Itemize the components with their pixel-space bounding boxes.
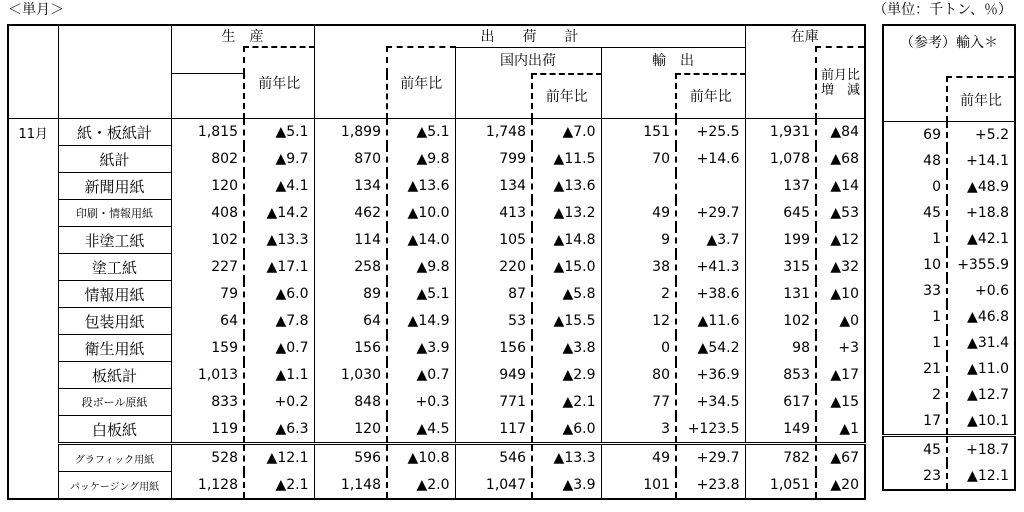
export-value: 80 <box>652 367 670 383</box>
shipment-value: 134 <box>354 178 381 194</box>
shipment-yoy: ▲9.8 <box>387 146 455 173</box>
export-yoy: +23.8 <box>676 472 745 500</box>
export-value: 49 <box>652 205 670 221</box>
shipment-value: 120 <box>354 420 381 437</box>
shipment-yoy: ▲14.0 <box>387 227 455 254</box>
header-blank <box>314 47 387 119</box>
domestic-yoy: ▲2.9 <box>532 362 601 389</box>
domestic-value: 413 <box>455 200 532 227</box>
shipment-yoy: ▲4.5 <box>387 416 455 444</box>
inventory-mom: ▲10 <box>816 281 865 308</box>
inventory-value: 137 <box>783 178 810 194</box>
table-row <box>883 436 1015 464</box>
table-row <box>883 278 1015 304</box>
import-value: 1 <box>932 335 941 351</box>
inventory-value: 131 <box>783 286 810 302</box>
header-inv-mom: 前月比 増 減 <box>816 47 865 119</box>
import-value: 10 <box>923 257 941 273</box>
production-yoy: ▲1.1 <box>244 362 314 389</box>
shipment-value: 89 <box>363 286 381 302</box>
table-row <box>883 174 1015 200</box>
export-value: 12 <box>652 313 670 329</box>
table-row <box>8 416 865 444</box>
shipment-value: 64 <box>363 313 381 329</box>
production-yoy: ▲14.2 <box>244 200 314 227</box>
domestic-yoy: ▲14.8 <box>532 227 601 254</box>
inventory-mom: ▲67 <box>816 444 865 472</box>
production-value: 802 <box>211 151 238 167</box>
inventory-value: 315 <box>783 259 810 275</box>
import-yoy: +5.2 <box>947 122 1015 149</box>
header-month-blank <box>8 25 58 119</box>
export-yoy: ▲11.6 <box>676 308 745 335</box>
inventory-mom: ▲20 <box>816 472 865 500</box>
export-value: 2 <box>661 286 670 302</box>
import-value: 21 <box>923 361 941 377</box>
export-yoy: ▲54.2 <box>676 335 745 362</box>
shipment-value: 596 <box>314 444 387 472</box>
import-yoy: +14.1 <box>947 148 1015 174</box>
inventory-mom: ▲15 <box>816 389 865 416</box>
domestic-value: 134 <box>455 173 532 200</box>
import-value: 0 <box>932 179 941 195</box>
main-table <box>7 24 866 500</box>
header-blank <box>171 47 244 74</box>
row-label: 紙計 <box>58 146 171 173</box>
header-shipment: 出 荷 計 <box>314 25 745 47</box>
caption-monthly: ＜単月＞ <box>8 2 64 18</box>
import-value: 45 <box>923 205 941 221</box>
import-value: 17 <box>923 413 941 429</box>
inventory-mom: ▲0 <box>816 308 865 335</box>
shipment-value: 114 <box>354 232 381 248</box>
production-yoy: ▲5.1 <box>244 119 314 146</box>
domestic-yoy: ▲13.2 <box>532 200 601 227</box>
table-row <box>883 304 1015 330</box>
domestic-yoy: ▲3.8 <box>532 335 601 362</box>
export-yoy: +14.6 <box>676 146 745 173</box>
import-yoy: +18.8 <box>947 200 1015 226</box>
header-blank <box>745 47 816 119</box>
domestic-value: 156 <box>455 335 532 362</box>
table-row <box>883 330 1015 356</box>
inventory-mom: ▲1 <box>816 416 865 444</box>
export-value: 3 <box>661 420 670 437</box>
row-label: 情報用紙 <box>58 281 171 308</box>
import-yoy: ▲11.0 <box>947 356 1015 382</box>
export-value: 101 <box>643 476 670 493</box>
domestic-value: 117 <box>455 416 532 444</box>
export-yoy: +41.3 <box>676 254 745 281</box>
inventory-value: 782 <box>745 444 816 472</box>
import-value: 45 <box>883 436 947 464</box>
domestic-yoy: ▲13.6 <box>532 173 601 200</box>
table-row <box>883 200 1015 226</box>
domestic-value: 949 <box>455 362 532 389</box>
shipment-value: 462 <box>354 205 381 221</box>
inventory-mom: ▲53 <box>816 200 865 227</box>
table-row <box>8 335 865 362</box>
row-label: 塗工紙 <box>58 254 171 281</box>
export-yoy <box>676 173 745 200</box>
reference-import-table <box>882 24 1016 491</box>
row-label: 非塗工紙 <box>58 227 171 254</box>
production-yoy: ▲9.7 <box>244 146 314 173</box>
domestic-yoy: ▲3.9 <box>532 472 601 500</box>
table-row <box>8 362 865 389</box>
row-label: 紙・板紙計 <box>58 119 171 146</box>
production-value: 227 <box>211 259 238 275</box>
production-value: 120 <box>211 178 238 194</box>
header-prod-yoy: 前年比 <box>244 47 314 119</box>
reference-table-body <box>883 122 1015 491</box>
header-blank <box>601 74 676 119</box>
table-row <box>883 463 1015 490</box>
shipment-yoy: ▲14.9 <box>387 308 455 335</box>
shipment-value: 1,899 <box>314 119 387 146</box>
import-value: 1 <box>932 309 941 325</box>
production-value: 833 <box>211 394 238 410</box>
shipment-yoy: ▲10.8 <box>387 444 455 472</box>
header-reference-import: （参考）輸入＊ <box>900 35 998 51</box>
table-row <box>883 356 1015 382</box>
production-yoy: ▲0.7 <box>244 335 314 362</box>
import-yoy: ▲12.1 <box>947 463 1015 490</box>
inventory-value: 1,078 <box>769 151 810 167</box>
row-label: 段ボール原紙 <box>58 389 171 416</box>
header-blank <box>171 74 244 119</box>
shipment-yoy: ▲5.1 <box>387 119 455 146</box>
row-label: 印刷・情報用紙 <box>58 200 171 227</box>
inventory-mom: ▲17 <box>816 362 865 389</box>
inventory-mom: ▲32 <box>816 254 865 281</box>
row-label: 板紙計 <box>58 362 171 389</box>
production-value: 64 <box>220 313 238 329</box>
production-yoy: ▲12.1 <box>244 444 314 472</box>
import-yoy: ▲31.4 <box>947 330 1015 356</box>
table-row <box>883 226 1015 252</box>
shipment-value: 1,148 <box>340 476 381 493</box>
shipment-yoy: ▲13.6 <box>387 173 455 200</box>
header-exp-yoy: 前年比 <box>676 74 745 119</box>
export-value: 151 <box>601 119 676 146</box>
export-value: 0 <box>661 340 670 356</box>
table-row <box>883 148 1015 174</box>
shipment-value: 848 <box>354 394 381 410</box>
export-value: 38 <box>652 259 670 275</box>
production-value: 408 <box>211 205 238 221</box>
export-yoy: ▲3.7 <box>676 227 745 254</box>
export-value: 70 <box>652 151 670 167</box>
inventory-mom: ▲14 <box>816 173 865 200</box>
export-yoy: +36.9 <box>676 362 745 389</box>
inventory-value: 1,931 <box>745 119 816 146</box>
shipment-value: 1,030 <box>340 367 381 383</box>
inventory-mom: ▲12 <box>816 227 865 254</box>
production-value: 79 <box>220 286 238 302</box>
production-yoy: ▲7.8 <box>244 308 314 335</box>
export-yoy: +34.5 <box>676 389 745 416</box>
inventory-value: 199 <box>783 232 810 248</box>
table-row <box>8 389 865 416</box>
import-yoy: ▲48.9 <box>947 174 1015 200</box>
export-yoy: +123.5 <box>676 416 745 444</box>
shipment-yoy: ▲0.7 <box>387 362 455 389</box>
table-row <box>8 472 865 500</box>
export-value: 9 <box>661 232 670 248</box>
header-ship-yoy: 前年比 <box>387 47 455 119</box>
table-row <box>883 408 1015 436</box>
shipment-yoy: ▲2.0 <box>387 472 455 500</box>
table-row <box>8 227 865 254</box>
export-yoy: +29.7 <box>676 200 745 227</box>
main-table-body <box>8 119 865 500</box>
production-value: 119 <box>211 420 238 437</box>
inventory-value: 853 <box>783 367 810 383</box>
export-yoy: +25.5 <box>676 119 745 146</box>
header-domestic: 国内出荷 <box>455 47 601 74</box>
inventory-mom: ▲68 <box>816 146 865 173</box>
shipment-value: 156 <box>354 340 381 356</box>
production-value: 102 <box>211 232 238 248</box>
import-yoy: +18.7 <box>947 436 1015 464</box>
inventory-value: 1,051 <box>769 476 810 493</box>
domestic-yoy: ▲2.1 <box>532 389 601 416</box>
domestic-value: 87 <box>455 281 532 308</box>
row-label: パッケージング用紙 <box>58 472 171 500</box>
production-yoy: ▲6.3 <box>244 416 314 444</box>
import-yoy: +0.6 <box>947 278 1015 304</box>
domestic-value: 546 <box>455 444 532 472</box>
production-value: 159 <box>211 340 238 356</box>
caption-unit: （単位：千トン、％） <box>873 2 1012 18</box>
row-label: 衛生用紙 <box>58 335 171 362</box>
import-yoy: ▲42.1 <box>947 226 1015 252</box>
shipment-yoy: ▲5.1 <box>387 281 455 308</box>
domestic-value: 105 <box>455 227 532 254</box>
inventory-value: 98 <box>792 340 810 356</box>
table-row <box>883 122 1015 149</box>
export-value: 49 <box>601 444 676 472</box>
domestic-value: 53 <box>455 308 532 335</box>
import-value: 48 <box>923 153 941 169</box>
import-yoy: ▲12.7 <box>947 382 1015 408</box>
header-dom-yoy: 前年比 <box>532 74 601 119</box>
table-row <box>8 119 865 146</box>
domestic-value: 771 <box>455 389 532 416</box>
row-label: 包装用紙 <box>58 308 171 335</box>
import-yoy: +355.9 <box>947 252 1015 278</box>
table-row <box>8 200 865 227</box>
export-value <box>601 173 676 200</box>
table-row <box>8 173 865 200</box>
row-label: 新聞用紙 <box>58 173 171 200</box>
export-yoy: +29.7 <box>676 444 745 472</box>
production-value: 1,815 <box>171 119 244 146</box>
import-value: 2 <box>932 387 941 403</box>
shipment-value: 258 <box>354 259 381 275</box>
month-label: 11月 <box>8 119 58 500</box>
production-value: 1,013 <box>197 367 238 383</box>
inventory-value: 617 <box>783 394 810 410</box>
production-yoy: +0.2 <box>244 389 314 416</box>
import-value: 69 <box>883 122 947 149</box>
header-export: 輸 出 <box>601 47 745 74</box>
production-yoy: ▲4.1 <box>244 173 314 200</box>
shipment-yoy: ▲10.0 <box>387 200 455 227</box>
import-yoy: ▲10.1 <box>947 408 1015 436</box>
production-yoy: ▲6.0 <box>244 281 314 308</box>
domestic-yoy: ▲13.3 <box>532 444 601 472</box>
domestic-yoy: ▲15.0 <box>532 254 601 281</box>
shipment-yoy: ▲9.8 <box>387 254 455 281</box>
inventory-mom: ▲84 <box>816 119 865 146</box>
table-row <box>883 382 1015 408</box>
export-yoy: +38.6 <box>676 281 745 308</box>
table-row <box>8 444 865 472</box>
table-row <box>8 308 865 335</box>
production-yoy: ▲17.1 <box>244 254 314 281</box>
header-label-blank <box>58 25 171 119</box>
domestic-value: 799 <box>455 146 532 173</box>
header-blank <box>455 74 532 119</box>
table-row <box>8 281 865 308</box>
export-value: 77 <box>652 394 670 410</box>
inventory-mom: +3 <box>816 335 865 362</box>
import-value: 23 <box>923 468 941 484</box>
shipment-yoy: ▲3.9 <box>387 335 455 362</box>
table-row <box>8 254 865 281</box>
domestic-yoy: ▲15.5 <box>532 308 601 335</box>
import-value: 33 <box>923 283 941 299</box>
shipment-value: 870 <box>354 151 381 167</box>
domestic-value: 220 <box>455 254 532 281</box>
domestic-value: 1,748 <box>455 119 532 146</box>
production-yoy: ▲2.1 <box>244 472 314 500</box>
production-yoy: ▲13.3 <box>244 227 314 254</box>
import-value: 1 <box>932 231 941 247</box>
import-yoy: ▲46.8 <box>947 304 1015 330</box>
domestic-yoy: ▲7.0 <box>532 119 601 146</box>
inventory-value: 645 <box>783 205 810 221</box>
row-label: 白板紙 <box>58 416 171 444</box>
domestic-yoy: ▲5.8 <box>532 281 601 308</box>
domestic-value: 1,047 <box>455 472 532 500</box>
header-import-yoy: 前年比 <box>947 77 1015 122</box>
table-row <box>8 146 865 173</box>
shipment-yoy: +0.3 <box>387 389 455 416</box>
table-row <box>883 252 1015 278</box>
header-inventory: 在庫 <box>790 29 819 45</box>
production-value: 1,128 <box>197 476 238 493</box>
inventory-value: 102 <box>783 313 810 329</box>
header-production: 生 産 <box>171 25 314 47</box>
production-value: 528 <box>171 444 244 472</box>
inventory-value: 149 <box>783 420 810 437</box>
domestic-yoy: ▲11.5 <box>532 146 601 173</box>
row-label: グラフィック用紙 <box>58 444 171 472</box>
domestic-yoy: ▲6.0 <box>532 416 601 444</box>
header-blank <box>883 77 947 122</box>
